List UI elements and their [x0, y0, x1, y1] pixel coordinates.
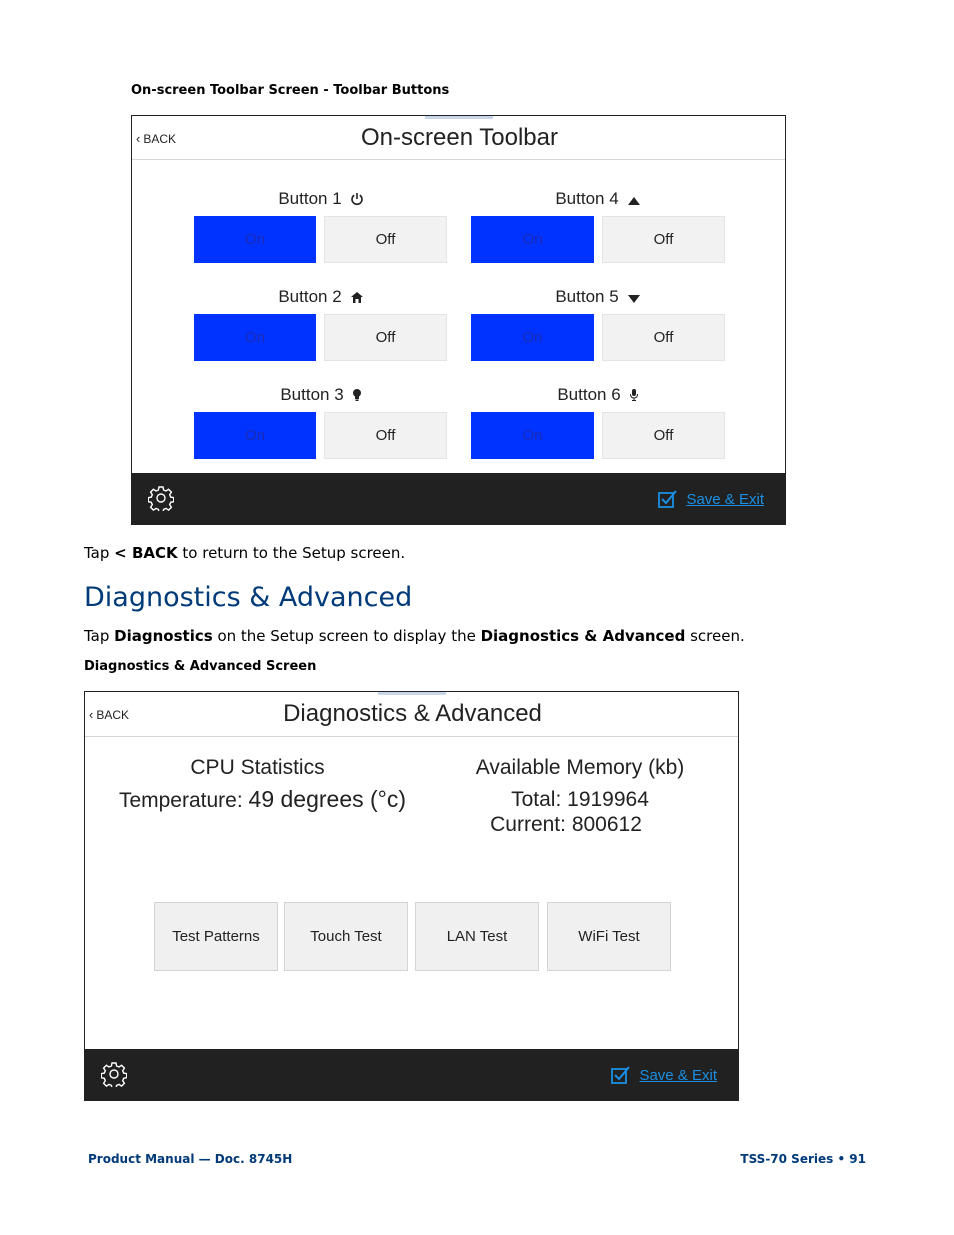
- button-4-off[interactable]: Off: [602, 216, 725, 263]
- figure-caption-toolbar: On-screen Toolbar Screen - Toolbar Buttons: [131, 83, 450, 98]
- current-value: 800612: [571, 813, 642, 836]
- button-2-label: [194, 287, 448, 307]
- current-line: [401, 813, 731, 837]
- total-line: [415, 788, 739, 812]
- button-5-on[interactable]: On: [471, 314, 594, 361]
- microphone-icon: [629, 388, 639, 402]
- power-icon: [350, 192, 364, 206]
- button-5-text: Button 5: [555, 287, 619, 306]
- button-6-text: Button 6: [557, 385, 621, 404]
- current-label: Current:: [490, 813, 566, 836]
- button-6-on[interactable]: On: [471, 412, 594, 459]
- cpu-title: CPU Statistics: [190, 756, 325, 779]
- screen-notch: [378, 692, 446, 695]
- diagnostics-screen: [84, 691, 739, 1101]
- button-4-on[interactable]: On: [471, 216, 594, 263]
- bold-diagnostics-advanced: Diagnostics & Advanced: [480, 627, 686, 645]
- diag-instruction: [84, 627, 745, 645]
- gear-icon[interactable]: [148, 485, 174, 511]
- screen-title: On-screen Toolbar: [361, 124, 558, 151]
- text-fragment: Tap: [84, 544, 115, 562]
- figure-caption-diag: Diagnostics & Advanced Screen: [84, 659, 317, 674]
- button-1-label: [194, 189, 448, 209]
- button-6-off[interactable]: Off: [602, 412, 725, 459]
- back-instruction: [84, 544, 405, 562]
- checkbox-check-icon: [611, 1066, 631, 1084]
- toolbar-screen: [131, 115, 786, 525]
- chevron-left-icon: ‹: [89, 707, 94, 722]
- memory-title: Available Memory (kb): [475, 756, 685, 779]
- temperature-line: [85, 786, 440, 813]
- button-1-off[interactable]: Off: [324, 216, 447, 263]
- save-exit-label: Save & Exit: [686, 491, 764, 508]
- button-2-off[interactable]: Off: [324, 314, 447, 361]
- temp-label: Temperature:: [118, 789, 243, 812]
- button-5-off[interactable]: Off: [602, 314, 725, 361]
- temp-value: 49 degrees (°c): [248, 786, 407, 812]
- button-4-label: [471, 189, 725, 209]
- lan-test-button[interactable]: LAN Test: [415, 902, 539, 971]
- button-1-on[interactable]: On: [194, 216, 316, 263]
- triangle-down-icon: [627, 294, 641, 304]
- button-2-on[interactable]: On: [194, 314, 316, 361]
- text-fragment: screen.: [685, 627, 745, 645]
- button-3-off[interactable]: Off: [324, 412, 447, 459]
- total-label: Total:: [511, 788, 562, 811]
- section-heading: Diagnostics & Advanced: [84, 582, 413, 613]
- screen-footer: [132, 473, 785, 524]
- save-exit-label: Save & Exit: [639, 1067, 717, 1084]
- button-6-label: [471, 385, 725, 405]
- text-fragment: Tap: [84, 627, 115, 645]
- bold-diagnostics: Diagnostics: [114, 627, 213, 645]
- save-exit-button[interactable]: [658, 490, 764, 508]
- bold-back: < BACK: [114, 544, 178, 562]
- header-divider: [85, 736, 738, 737]
- button-2-text: Button 2: [278, 287, 342, 306]
- text-fragment: on the Setup screen to display the: [212, 627, 481, 645]
- back-label: BACK: [143, 132, 177, 146]
- header-divider: [132, 159, 785, 160]
- triangle-up-icon: [627, 196, 641, 206]
- screen-notch: [425, 116, 493, 119]
- footer-doc: Product Manual — Doc. 8745H: [88, 1152, 293, 1166]
- button-1-text: Button 1: [278, 189, 342, 208]
- gear-icon[interactable]: [101, 1061, 127, 1087]
- checkbox-check-icon: [658, 490, 678, 508]
- text-fragment: to return to the Setup screen.: [177, 544, 406, 562]
- button-3-text: Button 3: [280, 385, 344, 404]
- total-value: 1919964: [567, 788, 649, 811]
- screen-title: Diagnostics & Advanced: [283, 700, 542, 727]
- lightbulb-icon: [352, 388, 362, 402]
- button-5-label: [471, 287, 725, 307]
- back-label: BACK: [96, 708, 130, 722]
- footer-page: TSS-70 Series • 91: [740, 1152, 866, 1166]
- home-icon: [350, 291, 364, 304]
- save-exit-button[interactable]: [611, 1066, 717, 1084]
- touch-test-button[interactable]: Touch Test: [284, 902, 408, 971]
- wifi-test-button[interactable]: WiFi Test: [547, 902, 671, 971]
- button-4-text: Button 4: [555, 189, 619, 208]
- button-3-on[interactable]: On: [194, 412, 316, 459]
- button-3-label: [194, 385, 448, 405]
- test-patterns-button[interactable]: Test Patterns: [154, 902, 278, 971]
- screen-footer: [85, 1049, 738, 1100]
- chevron-left-icon: ‹: [136, 131, 141, 146]
